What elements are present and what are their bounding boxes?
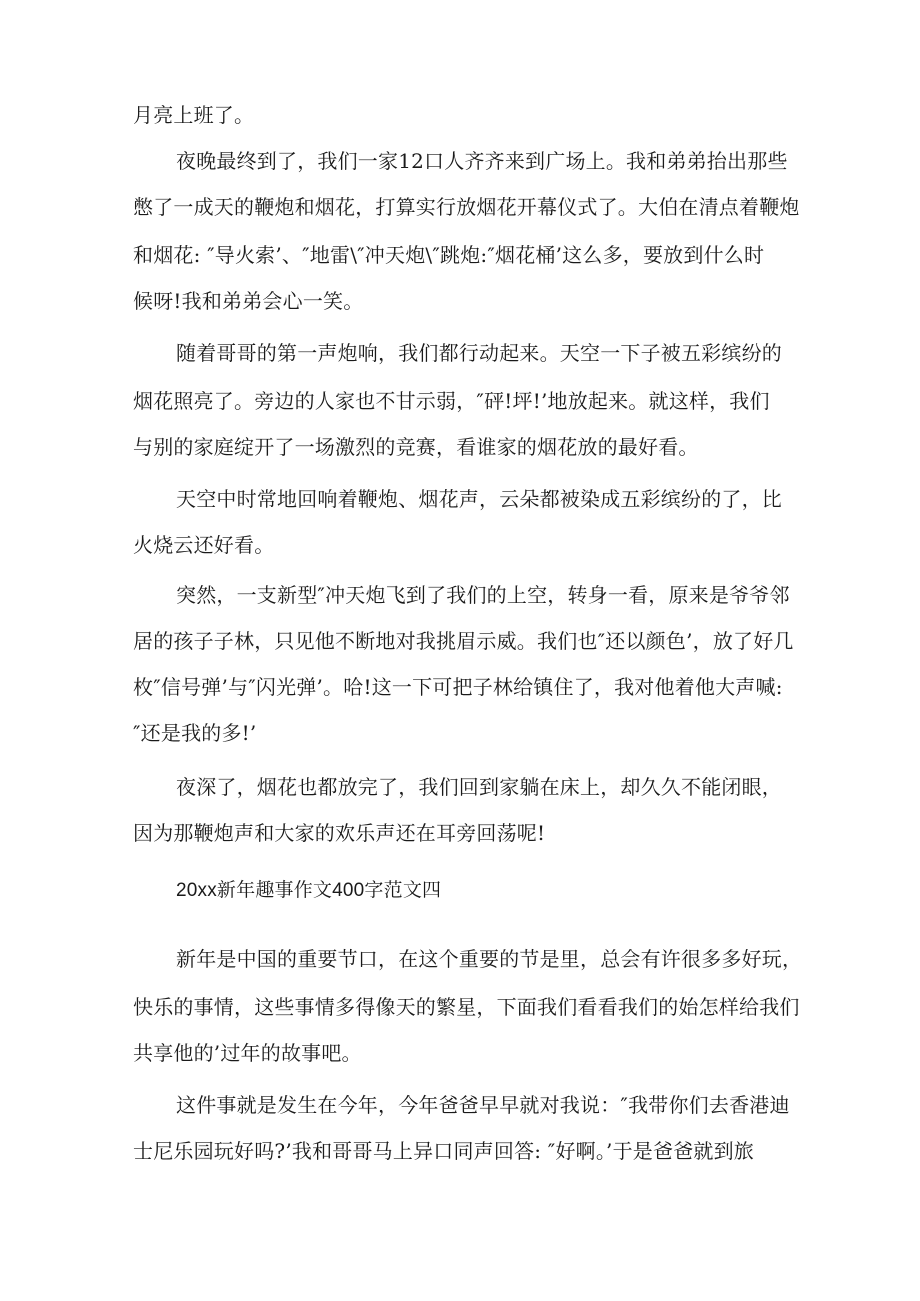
paragraph-first-line: 新年是中国的重要节口，在这个重要的节是里，总会有许很多多好玩， xyxy=(176,947,803,971)
text-line: 憋了一成天的鞭炮和烟花，打算实行放烟花开幕仪式了。大伯在清点着鞭炮 xyxy=(133,195,800,219)
paragraph-first-line: 天空中时常地回响着鞭炮、烟花声，云朵都被染成五彩缤纷的了，比 xyxy=(176,487,782,511)
text-line: 火烧云还好看。 xyxy=(133,533,275,557)
section-heading: 20xx新年趣事作文400字范文四 xyxy=(176,880,442,901)
paragraph-first-line: 随着哥哥的第一声炮响，我们都行动起来。天空一下子被五彩缤纷的 xyxy=(176,341,782,365)
paragraph-first-line: 夜深了，烟花也都放完了，我们回到家躺在床上，却久久不能闭眼， xyxy=(176,775,782,799)
paragraph-first-line: 这件事就是发生在今年，今年爸爸早早就对我说：″我带你们去香港迪 xyxy=(176,1093,790,1117)
text-line: 枚″信号弹’与″闪光弹’。哈!这一下可把子林给镇住了，我对他着他大声喊: xyxy=(133,675,783,699)
text-line: 月亮上班了。 xyxy=(133,103,255,127)
text-line: 士尼乐园玩好吗?’我和哥哥马上异口同声回答: ″好啊。’于是爸爸就到旅 xyxy=(133,1139,755,1163)
text-line: 共享他的’过年的故事吧。 xyxy=(133,1041,362,1065)
text-line: 和烟花: ″导火索’、″地雷\″冲天炮\″跳炮:″烟花桶’这么多，要放到什么时 xyxy=(133,243,765,267)
text-line: ″还是我的多!’ xyxy=(133,721,257,745)
text-line: 烟花照亮了。旁边的人家也不甘示弱，″砰!坪!’地放起来。就这样，我们 xyxy=(133,389,770,413)
paragraph-first-line: 夜晚最终到了，我们一家12口人齐齐来到广场上。我和弟弟抬出那些 xyxy=(176,149,788,173)
text-line: 因为那鞭炮声和大家的欢乐声还在耳旁回荡呢! xyxy=(133,821,546,845)
text-line: 与别的家庭绽开了一场激烈的竞赛，看谁家的烟花放的最好看。 xyxy=(133,435,699,459)
text-line: 候呀!我和弟弟会心一笑。 xyxy=(133,289,364,313)
text-line: 快乐的事情，这些事情多得像天的繁星，下面我们看看我们的始怎样给我们 xyxy=(133,995,800,1019)
text-line: 居的孩子子林，只见他不断地对我挑眉示威。我们也″还以颜色’，放了好几 xyxy=(133,629,794,653)
paragraph-first-line: 突然，一支新型″冲天炮飞到了我们的上空，转身一看，原来是爷爷邻 xyxy=(176,583,790,607)
